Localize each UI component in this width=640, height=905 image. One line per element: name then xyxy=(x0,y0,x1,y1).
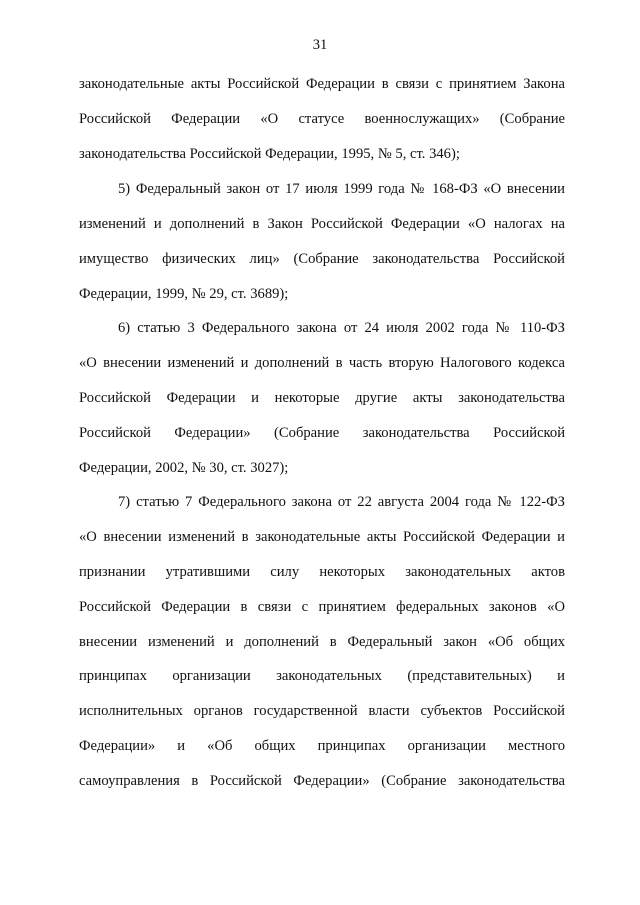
text-line: «О внесении изменений в законодательные акты Российской Федерации и xyxy=(79,529,565,545)
paragraph-6-first-line: 6) статью 3 Федерального закона от 24 июля 2002 года № 110-ФЗ xyxy=(118,320,565,336)
text-line: Российской Федерации «О статусе военнослужащих» (Собрание xyxy=(79,111,565,127)
text-line: изменений и дополнений в Закон Российской Федерации «О налогах на xyxy=(79,216,565,232)
text-line: признании утратившими силу некоторых законодательных актов xyxy=(79,564,565,580)
text-line: Российской Федерации в связи с принятием федеральных законов «О xyxy=(79,599,565,615)
text-line: Федерации, 1999, № 29, ст. 3689); xyxy=(79,286,289,302)
paragraph-5-first-line: 5) Федеральный закон от 17 июля 1999 года № 168-ФЗ «О внесении xyxy=(118,181,565,197)
text-line: законодательные акты Российской Федерации в связи с принятием Закона xyxy=(79,76,565,92)
text-line: законодательства Российской Федерации, 1995, № 5, ст. 346); xyxy=(79,146,460,162)
text-line: «О внесении изменений и дополнений в часть вторую Налогового кодекса xyxy=(79,355,565,371)
text-line: принципах организации законодательных (представительных) и xyxy=(79,668,565,684)
page-number: 31 xyxy=(312,37,328,53)
text-line: Российской Федерации» (Собрание законодательства Российской xyxy=(79,425,565,441)
text-line: Федерации» и «Об общих принципах организации местного xyxy=(79,738,565,754)
text-line: внесении изменений и дополнений в Федеральный закон «Об общих xyxy=(79,634,565,650)
text-line: исполнительных органов государственной власти субъектов Российской xyxy=(79,703,565,719)
text-line: Федерации, 2002, № 30, ст. 3027); xyxy=(79,460,289,476)
text-line: имущество физических лиц» (Собрание законодательства Российской xyxy=(79,251,565,267)
text-line: Российской Федерации и некоторые другие акты законодательства xyxy=(79,390,565,406)
paragraph-7-first-line: 7) статью 7 Федерального закона от 22 августа 2004 года № 122-ФЗ xyxy=(118,494,565,510)
text-line: самоуправления в Российской Федерации» (Собрание законодательства xyxy=(79,773,565,789)
